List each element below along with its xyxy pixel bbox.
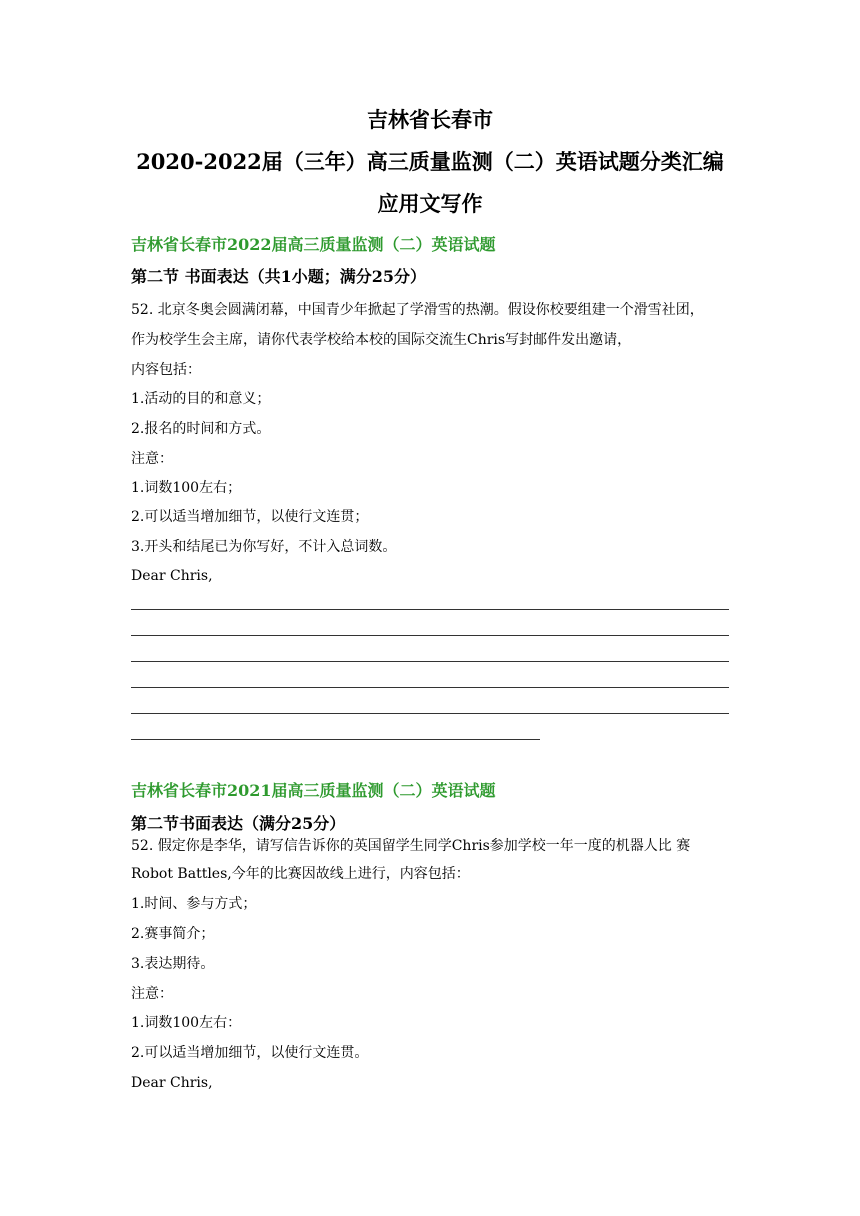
section-2022-line: 1.活动的目的和意义； xyxy=(131,391,271,407)
answer-line xyxy=(131,609,729,610)
document-title-line-3: 应用文写作 xyxy=(377,191,483,216)
answer-line xyxy=(131,661,729,662)
section-2021-line-text: 52. 假定你是李华，请写信告诉你的英国留学生同学Chris参加学校一年一度的机器人比 赛 xyxy=(131,838,691,854)
section-2022-line xyxy=(131,300,729,320)
section-2022-line: 注意： xyxy=(131,451,173,467)
answer-line xyxy=(131,713,729,714)
section-2022-line: 3.开头和结尾已为你写好，不计入总词数。 xyxy=(131,539,397,555)
section-2021-heading: 吉林省长春市2021届高三质量监测（二）英语试题 xyxy=(131,781,496,800)
section-2022-line: 2.报名的时间和方式。 xyxy=(131,421,271,437)
section-2022-heading: 吉林省长春市2022届高三质量监测（二）英语试题 xyxy=(131,235,496,254)
section-2022-line: 作为校学生会主席，请你代表学校给本校的国际交流生Chris写封邮件发出邀请， xyxy=(131,332,632,348)
answer-line xyxy=(131,739,540,740)
section-2022-line: 1.词数100左右； xyxy=(131,480,242,496)
section-2021-line: 注意： xyxy=(131,986,173,1002)
section-2022-line-text: 52. 北京冬奥会圆满闭幕，中国青少年掀起了学滑雪的热潮。假设你校要组建一个滑雪社团， xyxy=(131,302,704,318)
section-2022-subheading: 第二节 书面表达（共1小题；满分25分） xyxy=(131,267,426,286)
section-2022-line: 内容包括： xyxy=(131,362,201,378)
section-2021-greeting: Dear Chris, xyxy=(131,1075,213,1091)
section-2021-subheading: 第二节书面表达（满分25分） xyxy=(131,814,346,833)
document-title-line-1: 吉林省长春市 xyxy=(367,107,493,132)
answer-line xyxy=(131,635,729,636)
section-2021-line: 3.表达期待。 xyxy=(131,956,215,972)
section-2021-line: 1.时间、参与方式； xyxy=(131,896,257,912)
section-2021-line: 2.赛事简介； xyxy=(131,926,215,942)
section-2022-greeting: Dear Chris, xyxy=(131,568,213,584)
answer-line xyxy=(131,687,729,688)
section-2021-line xyxy=(131,836,729,856)
section-2022-line: 2.可以适当增加细节，以使行文连贯； xyxy=(131,509,369,525)
section-2021-line: 1.词数100左右： xyxy=(131,1015,242,1031)
document-title-line-2: 2020-2022届（三年）高三质量监测（二）英语试题分类汇编 xyxy=(136,149,724,174)
section-2021-line: Robot Battles,今年的比赛因故线上进行，内容包括： xyxy=(131,866,470,882)
section-2021-line: 2.可以适当增加细节，以使行文连贯。 xyxy=(131,1045,369,1061)
